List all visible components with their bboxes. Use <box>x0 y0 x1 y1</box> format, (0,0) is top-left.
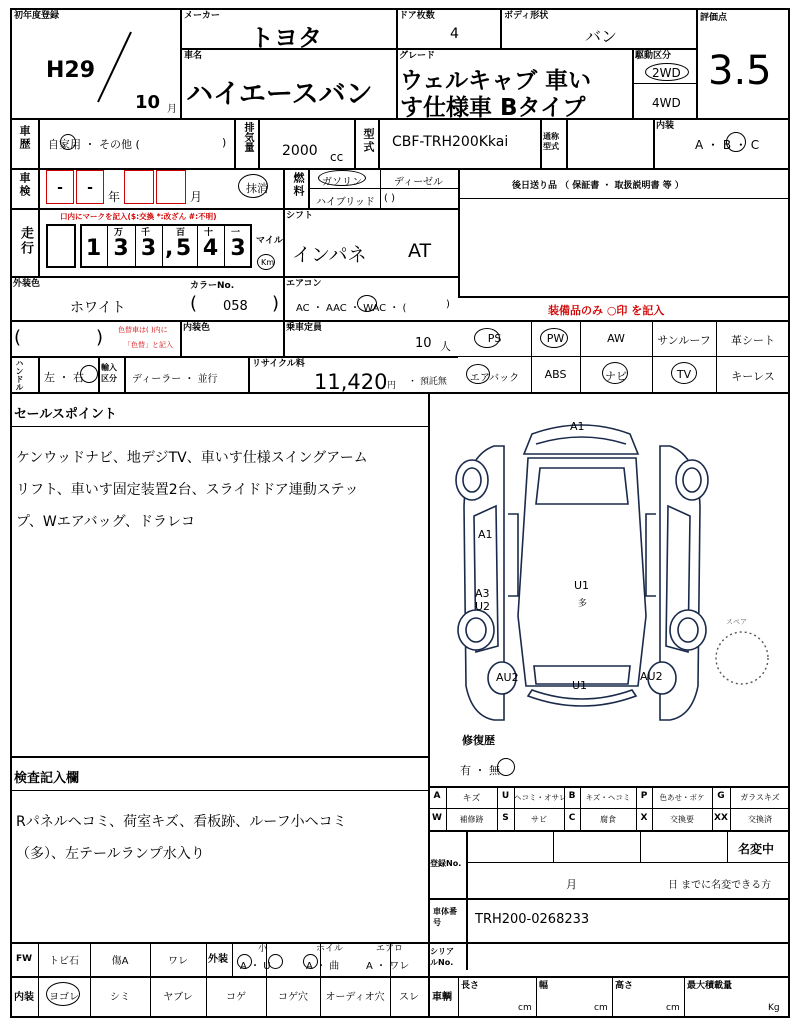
damage-mark-u1-rear: U1 <box>572 679 588 692</box>
vehicle-diagram <box>432 396 786 726</box>
mileage-label: 走行 <box>18 226 33 256</box>
legend-w: W <box>432 813 442 823</box>
unit-man: 万 <box>114 228 124 238</box>
legend-c-desc: 腐食 <box>600 815 616 824</box>
capacity-value: 10 <box>415 336 432 351</box>
cond-wheel-value: A ・ 曲 <box>306 961 340 972</box>
later-docs-label: 後日送り品 （ 保証書 ・ 取扱説明書 等 ） <box>512 181 684 191</box>
legend-w-desc: 補修跡 <box>459 815 484 824</box>
fw-label: FW <box>15 954 33 964</box>
cond-small-label: 小 <box>258 944 268 954</box>
unit-sen: 千 <box>141 228 151 238</box>
legend-xx: XX <box>714 813 728 823</box>
maker-label: メーカー <box>184 11 220 21</box>
max-load-label: 最大積載量 <box>687 981 733 991</box>
equip-sunroof: サンルーフ <box>657 334 711 347</box>
cond-scratch-a: 傷A <box>111 956 129 967</box>
equip-tv-circle <box>671 362 697 384</box>
import-label: 輸入区分 <box>101 363 117 383</box>
recycle-label: リサイクル料 <box>252 359 305 369</box>
cond-burn: コゲ <box>226 992 246 1003</box>
damage-mark-a3-left: A3 <box>475 587 490 600</box>
interior-grade: A ・ B ・ C <box>695 138 760 152</box>
serial-label: シリアルNo. <box>430 947 454 967</box>
height-unit: cm <box>666 1003 680 1013</box>
shift-label: シフト <box>286 211 314 221</box>
recycle-value: 11,420 <box>314 370 388 394</box>
sales-label: セールスポイント <box>14 407 117 422</box>
interior-cond-label: 内装 <box>14 992 34 1003</box>
interior-label: 内装 <box>656 121 675 131</box>
change-close: ) <box>96 327 104 348</box>
shift-position: インパネ <box>292 244 367 266</box>
cond-wear: スレ <box>399 992 419 1003</box>
equip-ps-circle <box>474 328 500 348</box>
history-private-circle <box>60 134 76 150</box>
name-change-month: 月 <box>566 878 577 891</box>
damage-mark-u1-roof: U1 <box>574 579 590 592</box>
ext-color-label: 外装色 <box>13 279 41 289</box>
model-label: 型式 <box>362 128 375 154</box>
km-circle <box>257 254 275 270</box>
first-reg-month-unit: 月 <box>167 104 177 115</box>
mileage-digit-3: 3 <box>140 236 157 261</box>
legend-p: P <box>640 791 648 801</box>
recycle-unit: 円 <box>387 381 397 391</box>
sales-line-2: リフト、車いす固定装置2台、スライドドア連動ステッ <box>16 482 359 498</box>
cond-aero-label: エアロ <box>376 944 404 954</box>
capacity-label: 乗車定員 <box>286 323 323 333</box>
score-label: 評価点 <box>700 13 728 23</box>
damage-mark-a1-front: A1 <box>570 420 585 433</box>
handle-label: ハンドル <box>15 359 24 391</box>
interior-b-circle <box>726 132 746 152</box>
ac-close: ) <box>446 299 450 310</box>
width-unit: cm <box>594 1003 608 1013</box>
maker-value: トヨタ <box>250 24 322 52</box>
width-label: 幅 <box>539 981 549 991</box>
history-close: ) <box>222 136 227 149</box>
inspection-month-unit: 月 <box>190 190 203 204</box>
cond-stone-chip: トビ石 <box>49 956 79 967</box>
equip-ps: PS <box>487 332 502 345</box>
inspection-year-m: - <box>87 180 93 196</box>
mileage-comma: , <box>165 236 174 261</box>
legend-b: B <box>568 791 576 801</box>
handle-value: 左 ・ 右 <box>44 371 84 384</box>
recycle-deposit: ・ 預託無 <box>408 377 447 387</box>
legend-x-desc: 交換要 <box>670 815 694 824</box>
fuel-hybrid-paren: ( ) <box>384 193 395 204</box>
ac-options: AC ・ AAC ・ WAC ・ ( <box>296 303 407 314</box>
legend-a-desc: キズ <box>462 794 481 804</box>
legend-g: G <box>717 791 725 801</box>
length-unit: cm <box>518 1003 532 1013</box>
fuel-gasoline: ガソリン <box>322 177 362 188</box>
cond-stain: シミ <box>110 992 130 1003</box>
inspection-year-unit: 年 <box>108 190 121 204</box>
ac-wac-circle <box>357 295 377 312</box>
inspection-month-box-1 <box>124 170 154 204</box>
doors-label: ドア枚数 <box>399 11 435 21</box>
history-value: 自家用 ・ その他 ( <box>48 138 140 151</box>
mileage-prefix-box <box>46 224 76 268</box>
drive-label: 駆動区分 <box>635 51 672 61</box>
mileage-note: 口内にマークを記入($:交換 *:改ざん #:不明) <box>60 212 217 221</box>
km-label: Km <box>261 258 275 267</box>
cond-burn-hole: コゲ穴 <box>278 992 308 1003</box>
displacement-value: 2000 <box>282 143 318 159</box>
mileage-digit-5: 4 <box>202 236 219 261</box>
equip-keyless: キーレス <box>731 370 775 383</box>
unit-hyaku: 百 <box>176 228 186 238</box>
equip-airbag: エアバック <box>469 373 520 384</box>
cond-dirt-circle <box>46 982 80 1006</box>
doors-value: 4 <box>450 26 459 42</box>
model-value: CBF-TRH200Kkai <box>392 134 509 150</box>
body-label: ボディ形状 <box>504 11 549 21</box>
equip-header: 装備品のみ ○印 を記入 <box>548 304 665 317</box>
inspection-none-circle <box>238 174 268 198</box>
transmission: AT <box>408 240 432 262</box>
grade-line1: ウェルキャブ 車い <box>400 68 592 94</box>
damage-mark-au2-rear-left: AU2 <box>496 671 519 684</box>
legend-s-desc: サビ <box>531 815 547 824</box>
notes-line-1: Rパネルヘコミ、荷室キズ、看板跡、ルーフ小ヘコミ <box>16 814 347 830</box>
equip-navi-circle <box>602 362 628 384</box>
color-no-close: ) <box>272 293 280 314</box>
equip-abs: ABS <box>544 368 567 381</box>
drive-2wd-circle <box>645 63 689 81</box>
legend-u-desc: ヘコミ・オサレ <box>514 793 567 802</box>
legend-b-desc: キズ・ヘコミ <box>585 793 631 802</box>
grade-label: グレード <box>399 51 436 61</box>
displacement-unit: cc <box>330 150 344 164</box>
car-name-value: ハイエースバン <box>186 79 373 110</box>
mileage-digit-4: 5 <box>175 236 192 261</box>
cond-small-value: A ・ U <box>240 961 271 972</box>
cond-dirt: ヨゴレ <box>49 992 79 1003</box>
color-no-open: ( <box>190 293 198 314</box>
fuel-label: 燃料 <box>292 172 305 198</box>
unit-ichi: 一 <box>231 228 241 238</box>
unit-juu: 十 <box>204 228 214 238</box>
legend-c: C <box>568 813 576 823</box>
capacity-unit: 人 <box>440 340 451 353</box>
fuel-gasoline-circle <box>318 170 366 186</box>
fuel-diesel: ディーゼル <box>394 177 443 188</box>
cond-wheel-label: ホイル <box>316 944 344 954</box>
max-load-unit: Kg <box>768 1003 780 1013</box>
int-color-label: 内装色 <box>183 323 211 333</box>
name-change-day-note: 日 までに名変できる方 <box>668 880 772 891</box>
legend-g-desc: ガラスキズ <box>740 793 780 802</box>
body-value: バン <box>585 27 618 46</box>
equip-tv: TV <box>676 368 692 381</box>
inspection-label: 車検 <box>18 172 31 198</box>
equip-airbag-circle <box>466 364 490 384</box>
damage-mark-many: 多 <box>578 599 588 609</box>
equip-aw: AW <box>607 332 625 345</box>
cond-wheel-a-circle <box>303 954 318 969</box>
drive-4wd: 4WD <box>652 96 681 110</box>
mileage-digit-6: 3 <box>230 236 246 261</box>
change-note-2: 「色替」と記入 <box>124 341 173 349</box>
ext-color-value: ホワイト <box>70 300 126 316</box>
equip-leather: 革シート <box>731 334 775 347</box>
registration-label: 登録No. <box>430 859 462 868</box>
repair-value: 有 ・ 無 <box>460 764 500 777</box>
damage-mark-au2-rear-right: AU2 <box>640 670 663 683</box>
drive-2wd: 2WD <box>652 66 681 80</box>
ac-label: エアコン <box>286 279 322 289</box>
grade-line2: す仕様車 Bタイプ <box>400 95 586 121</box>
sales-line-3: プ、Wエアバッグ、ドラレコ <box>16 514 196 530</box>
sales-line-1: ケンウッドナビ、地デジTV、車いす仕様スイングアーム <box>16 450 368 466</box>
cond-ext-label: 外装 <box>208 954 228 965</box>
inspection-none: 抹消 <box>246 182 268 195</box>
mile-label: マイル <box>256 236 283 246</box>
damage-mark-u2-left: U2 <box>475 600 491 613</box>
date-slash <box>95 30 135 105</box>
score-value: 3.5 <box>708 48 772 94</box>
repair-none-circle <box>497 758 515 776</box>
inspection-year-y: - <box>57 180 63 196</box>
fuel-hybrid: ハイブリッド <box>316 197 375 208</box>
cond-small-a-circle <box>237 954 252 969</box>
change-open: ( <box>14 327 22 348</box>
legend-s: S <box>502 813 509 823</box>
change-note-1: 色替車は( )内に <box>118 326 168 334</box>
length-label: 長さ <box>461 981 480 991</box>
inspection-month-box-2 <box>156 170 186 204</box>
legend-a: A <box>433 791 441 801</box>
equip-pw-circle <box>540 328 568 348</box>
car-name-label: 車名 <box>184 51 203 61</box>
spare-label: スペア <box>726 618 747 626</box>
height-label: 高さ <box>615 981 634 991</box>
vehicle-size-label: 車輌 <box>432 992 452 1003</box>
equip-navi: ナビ <box>605 370 627 383</box>
history-label: 車歴 <box>18 125 31 151</box>
chassis-value: TRH200-0268233 <box>475 912 590 927</box>
color-no-label: カラーNo. <box>190 281 235 291</box>
legend-u: U <box>501 791 510 801</box>
import-value: ディーラー ・ 並行 <box>132 374 218 385</box>
common-model-label: 通称型式 <box>543 132 559 151</box>
chassis-label: 車体番号 <box>433 907 457 927</box>
legend-x: X <box>640 813 648 823</box>
name-change-label: 名変中 <box>738 842 775 856</box>
legend-xx-desc: 交換済 <box>748 815 772 824</box>
first-reg-label: 初年度登録 <box>14 11 60 21</box>
cond-audio-hole: オーディオ穴 <box>325 992 385 1003</box>
legend-p-desc: 色あせ・ボケ <box>659 793 705 802</box>
notes-line-2: （多）、左テールランプ水入り <box>16 846 205 862</box>
damage-mark-a1-left: A1 <box>478 528 493 541</box>
notes-label: 検査記入欄 <box>14 771 80 786</box>
cond-small-u-circle <box>268 954 283 969</box>
cond-tear: ヤブレ <box>163 992 193 1003</box>
mileage-digit-1: 1 <box>85 236 102 261</box>
color-no-value: 058 <box>223 299 248 314</box>
cond-crack: ワレ <box>168 956 188 967</box>
first-reg-year: H29 <box>46 58 96 83</box>
displacement-label: 排気量 <box>242 122 253 152</box>
cond-aero-value: A ・ ワレ <box>366 961 410 972</box>
equip-pw: PW <box>546 332 565 345</box>
mileage-digit-2: 3 <box>113 236 129 261</box>
handle-right-circle <box>80 365 98 383</box>
first-reg-month: 10 <box>135 92 161 113</box>
repair-label: 修復歴 <box>462 734 495 747</box>
